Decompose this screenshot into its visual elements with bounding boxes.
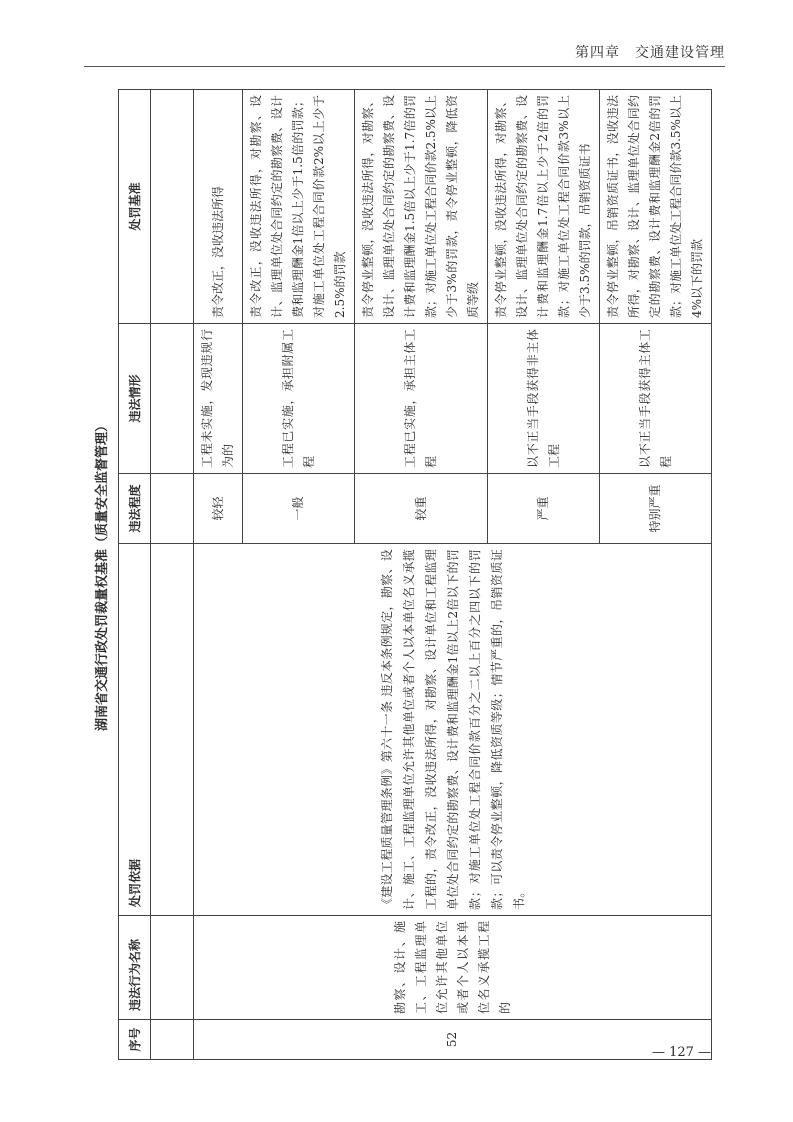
row-degree: 一般: [243, 474, 355, 544]
row-degree: 特别严重: [600, 474, 712, 544]
entry-number: 52: [194, 1020, 712, 1060]
row-situation: 以不正当手段获得主体工程: [600, 324, 712, 474]
row-standard: 责令停业整顿，没收违法所得，对勘察、设计、监理单位处合同约定的勘察费、设计费和监理酬金1.7倍以上少于2倍的罚款；对施工单位处工程合同价款3%以上少于3.5%的罚款，吊销资质证书: [488, 90, 600, 324]
row-situation: 工程已实施，承担附属工程: [243, 324, 355, 474]
header-basis: 处罚依据: [119, 544, 151, 916]
page-number: — 127 —: [652, 1045, 712, 1060]
row-standard: 责令改正，没收违法所得，对勘察、设计、监理单位处合同约定的勘察费、设计费和监理酬金1倍以上少于1.5倍的罚款；对施工单位处工程合同价款2%以上少于2.5%的罚款: [243, 90, 355, 324]
table-row: [194, 90, 243, 1060]
header-no: 序号: [119, 1020, 151, 1060]
rotated-table-area: [90, 90, 702, 1060]
row-standard: 责令改正，没收违法所得: [194, 90, 243, 324]
row-degree: 严重: [488, 474, 600, 544]
page-header: [84, 36, 725, 67]
row-situation: 工程已实施，承担主体工程: [355, 324, 488, 474]
row-degree: 较重: [355, 474, 488, 544]
header-degree: 违法程度: [119, 474, 151, 544]
row-standard: 责令停业整顿，吊销资质证书，没收违法所得，对勘察、设计、监理单位处合同约定的勘察费、设计费和监理酬金2倍的罚款；对施工单位处工程合同价款3.5%以上4%以下的罚款: [600, 90, 712, 324]
table-header-row: [119, 90, 151, 1060]
row-situation: 以不正当手段获得非主体工程: [488, 324, 600, 474]
table-title: 湖南省交通行政处罚裁量权基准（质量安全监督管理）: [95, 419, 110, 732]
row-standard: 责令停业整顿，没收违法所得，对勘察、设计、监理单位处合同约定的勘察费、设计费和监理酬金1.5倍以上少于1.7倍的罚款；对施工单位处工程合同价款2.5%以上少于3%的罚款，责令停业整顿，降低资质等级: [355, 90, 488, 324]
header-name: 违法行为名称: [119, 916, 151, 1020]
header-standard: 处罚基准: [119, 90, 151, 324]
row-situation: 工程未实施，发现违规行为的: [194, 324, 243, 474]
entry-basis: 《建设工程质量管理条例》第六十一条 违反本条例规定，勘察、设计、施工、工程监理单位允许其他单位或者个人以本单位名义承揽工程的，责令改正，没收违法所得，对勘察、设计单位和工程监理单位处合同约定的勘察费、设计费和监理酬金1倍以上2倍以下的罚款；对施工单位处工程合同价款百分之二以上百分之四以下的罚款；可以责令停业整顿，降低资质等级；情节严重的，吊销资质证书。: [194, 544, 712, 916]
header-situation: 违法情形: [119, 324, 151, 474]
penalty-standard-table: [118, 89, 712, 1060]
table-row-spacer: [151, 90, 194, 1060]
chapter-title: 第四章 交通建设管理: [575, 45, 725, 61]
row-degree: 较轻: [194, 474, 243, 544]
entry-name: 勘察、设计、施工、工程监理单位允许其他单位或者个人以本单位名义承揽工程的: [194, 916, 712, 1020]
